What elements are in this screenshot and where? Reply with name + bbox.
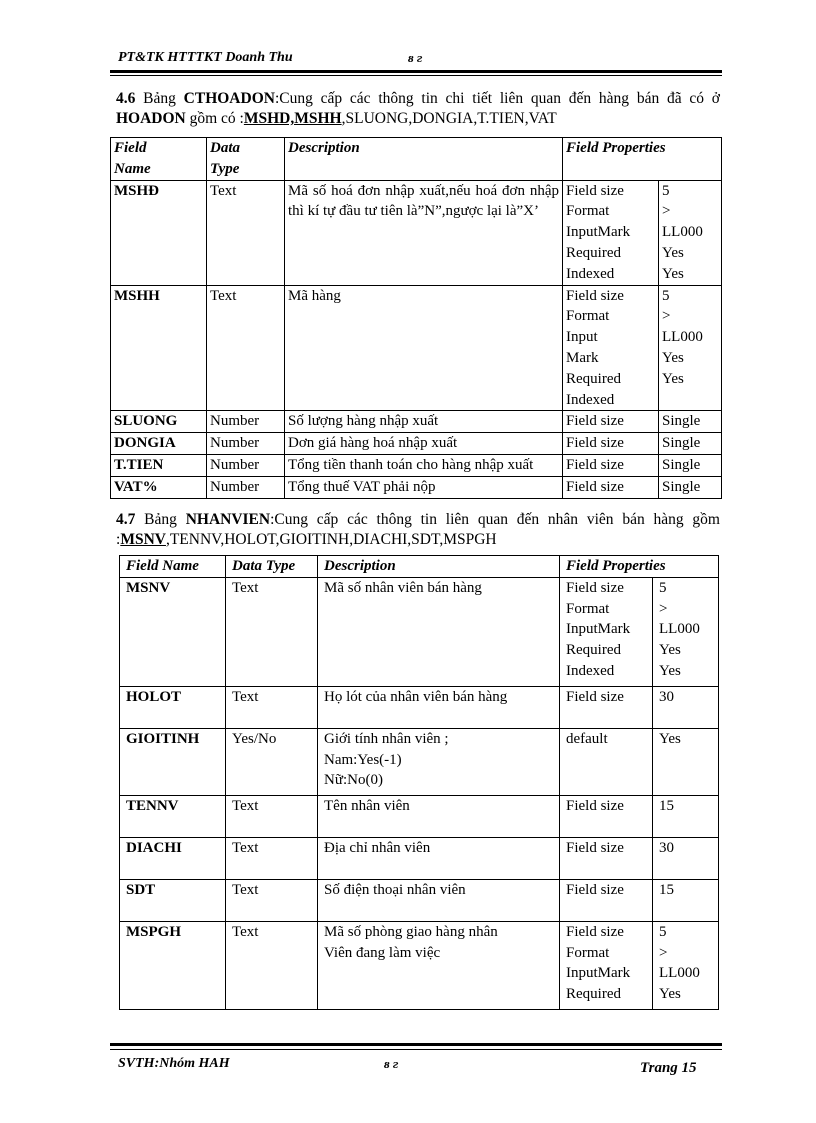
header-data-type: Data Type [226, 556, 318, 578]
description-line: Nữ:No(0) [324, 772, 383, 789]
property-name: Format [566, 203, 610, 220]
data-type: Text [226, 837, 318, 879]
table-row [120, 921, 719, 1009]
description [318, 728, 560, 795]
data-type: Number [207, 476, 285, 498]
property-values [659, 411, 722, 433]
table-header-row [111, 138, 722, 181]
property-values [659, 476, 722, 498]
section-4-6-intro: 4.6 Bảng CTHOADON:Cung cấp các thông tin chi tiết liên quan đến hàng bán đã có ở HOADON gồm có :MSHD,MSHH,SLUONG,DONGIA,T.TIEN,VAT [116, 90, 720, 127]
property-name: Field size [566, 413, 624, 430]
property-name: Format [566, 600, 610, 617]
property-names [560, 686, 653, 728]
description: Tổng tiền thanh toán cho hàng nhập xuất [285, 454, 563, 476]
table-row [111, 433, 722, 455]
table-header-row [120, 556, 719, 578]
field-name: TENNV [120, 795, 226, 837]
property-name: Field size [566, 478, 624, 495]
property-value: Yes [662, 370, 684, 387]
header-field-name: Field Name [111, 138, 207, 181]
data-type: Number [207, 411, 285, 433]
property-names [563, 180, 659, 285]
property-names [563, 433, 659, 455]
description [318, 837, 560, 879]
property-value: Single [662, 435, 701, 452]
property-name: Required [566, 244, 621, 261]
description-line: Họ lót của nhân viên bán hàng [324, 688, 508, 705]
description: Mã số hoá đơn nhập xuất,nếu hoá đơn nhập thì kí tự đầu tư tiên là”N”,ngược lại là”X’ [285, 180, 563, 285]
property-names [563, 411, 659, 433]
table-row [111, 454, 722, 476]
property-values [653, 837, 719, 879]
property-name: Field size [566, 287, 624, 304]
property-name: Field size [566, 456, 624, 473]
cthoadon-table [110, 137, 722, 499]
field-name: SDT [120, 879, 226, 921]
property-name: InputMark [566, 621, 631, 638]
field-name: VAT% [111, 476, 207, 498]
property-name: InputMark [566, 224, 631, 241]
header-field-properties: Field Properties [563, 138, 722, 181]
property-value: > [659, 944, 668, 961]
property-name: Indexed [566, 391, 615, 408]
header-rule-thick [110, 70, 722, 73]
header-description: Description [285, 138, 563, 181]
header-field-name: Field Name [120, 556, 226, 578]
property-names [560, 879, 653, 921]
table-row [111, 476, 722, 498]
description: Số lượng hàng nhập xuất [285, 411, 563, 433]
table-row [120, 879, 719, 921]
property-value: 15 [659, 881, 674, 898]
property-value: Single [662, 413, 701, 430]
table-row [111, 411, 722, 433]
property-values [659, 180, 722, 285]
property-value: 5 [662, 182, 670, 199]
description-line: Tên nhân viên [324, 797, 410, 814]
header-ornament: ᴕ ᴤ [408, 50, 423, 65]
property-value: Yes [659, 986, 681, 1003]
property-value: 30 [659, 839, 674, 856]
property-name: Field size [566, 688, 624, 705]
property-values [653, 728, 719, 795]
footer-rule-thin [110, 1049, 722, 1050]
field-name: DIACHI [120, 837, 226, 879]
table-row [111, 180, 722, 285]
property-value: Single [662, 478, 701, 495]
property-names [563, 454, 659, 476]
data-type: Yes/No [226, 728, 318, 795]
description-line: Mã số phòng giao hàng nhân [324, 923, 498, 940]
description [318, 577, 560, 686]
property-value: Yes [662, 349, 684, 366]
property-value: LL000 [662, 329, 703, 346]
description-line: Viên đang làm việc [324, 944, 441, 961]
field-name: T.TIEN [111, 454, 207, 476]
data-type: Text [226, 577, 318, 686]
description-line: Địa chỉ nhân viên [324, 839, 431, 856]
property-name: Field size [566, 435, 624, 452]
table-row [120, 837, 719, 879]
page-number: Trang 15 [640, 1060, 697, 1076]
property-name: default [566, 730, 608, 747]
property-value: LL000 [659, 965, 700, 982]
data-type: Text [207, 180, 285, 285]
header-rule-thin [110, 75, 722, 76]
property-name: Required [566, 370, 621, 387]
description: Tổng thuế VAT phải nộp [285, 476, 563, 498]
property-values [653, 921, 719, 1009]
property-name: Field size [566, 923, 624, 940]
table-row [111, 285, 722, 411]
data-type: Text [226, 795, 318, 837]
property-name: Field size [566, 182, 624, 199]
description: Dơn giá hàng hoá nhập xuất [285, 433, 563, 455]
property-value: Yes [659, 642, 681, 659]
property-values [653, 795, 719, 837]
property-names [560, 728, 653, 795]
table-row [120, 686, 719, 728]
property-names [560, 837, 653, 879]
table-row [120, 795, 719, 837]
field-name: MSPGH [120, 921, 226, 1009]
property-names [563, 285, 659, 411]
property-name: Required [566, 642, 621, 659]
property-values [659, 454, 722, 476]
field-name: SLUONG [111, 411, 207, 433]
section-4-7-intro: 4.7 Bảng NHANVIEN:Cung cấp các thông tin liên quan đến nhân viên bán hàng gồm :MSNV,TENNV,HOLOT,GIOITINH,DIACHI,SDT,MSPGH [116, 511, 720, 548]
field-name: MSHH [111, 285, 207, 411]
nhanvien-table [119, 555, 719, 1010]
field-name: GIOITINH [120, 728, 226, 795]
field-name: HOLOT [120, 686, 226, 728]
property-value: 30 [659, 688, 674, 705]
property-value: Yes [662, 244, 684, 261]
description [318, 879, 560, 921]
description: Mã hàng [285, 285, 563, 411]
property-values [659, 433, 722, 455]
data-type: Text [226, 879, 318, 921]
property-name: Indexed [566, 662, 615, 679]
property-name: InputMark [566, 965, 631, 982]
description [318, 795, 560, 837]
property-values [653, 577, 719, 686]
data-type: Number [207, 433, 285, 455]
footer-ornament: ᴕ ᴤ [384, 1056, 399, 1071]
footer-author: SVTH:Nhóm HAH [118, 1056, 230, 1071]
property-value: 15 [659, 797, 674, 814]
property-value: > [659, 600, 668, 617]
description-line: Giới tính nhân viên ; [324, 730, 449, 747]
property-name: Field size [566, 881, 624, 898]
property-names [560, 921, 653, 1009]
field-name: MSHĐ [111, 180, 207, 285]
footer-rule-thick [110, 1043, 722, 1046]
property-value: Yes [662, 265, 684, 282]
property-names [560, 577, 653, 686]
property-values [653, 686, 719, 728]
data-type: Number [207, 454, 285, 476]
property-name: Required [566, 986, 621, 1003]
data-type: Text [207, 285, 285, 411]
property-value: 5 [659, 579, 667, 596]
data-type: Text [226, 921, 318, 1009]
property-name: Field size [566, 839, 624, 856]
property-value: Single [662, 456, 701, 473]
property-name: Field size [566, 797, 624, 814]
property-value: > [662, 203, 671, 220]
property-value: 5 [659, 923, 667, 940]
property-value: 5 [662, 287, 670, 304]
description-line: Số điện thoại nhân viên [324, 881, 466, 898]
property-name: Mark [566, 349, 599, 366]
header-title: PT&TK HTTTKT Doanh Thu [118, 50, 293, 65]
property-value: Yes [659, 662, 681, 679]
data-type: Text [226, 686, 318, 728]
property-names [563, 476, 659, 498]
description [318, 921, 560, 1009]
property-value: LL000 [659, 621, 700, 638]
property-names [560, 795, 653, 837]
description-line: Nam:Yes(-1) [324, 751, 402, 768]
description [318, 686, 560, 728]
header-data-type: Data Type [207, 138, 285, 181]
property-value: LL000 [662, 224, 703, 241]
field-name: DONGIA [111, 433, 207, 455]
property-name: Input [566, 329, 598, 346]
property-name: Indexed [566, 265, 615, 282]
header-description: Description [318, 556, 560, 578]
property-name: Format [566, 944, 610, 961]
field-name: MSNV [120, 577, 226, 686]
table-row [120, 728, 719, 795]
property-values [653, 879, 719, 921]
property-values [659, 285, 722, 411]
property-name: Field size [566, 579, 624, 596]
description-line: Mã số nhân viên bán hàng [324, 579, 482, 596]
property-value: > [662, 308, 671, 325]
table-row [120, 577, 719, 686]
property-name: Format [566, 308, 610, 325]
property-value: Yes [659, 730, 681, 747]
header-field-properties: Field Properties [560, 556, 719, 578]
